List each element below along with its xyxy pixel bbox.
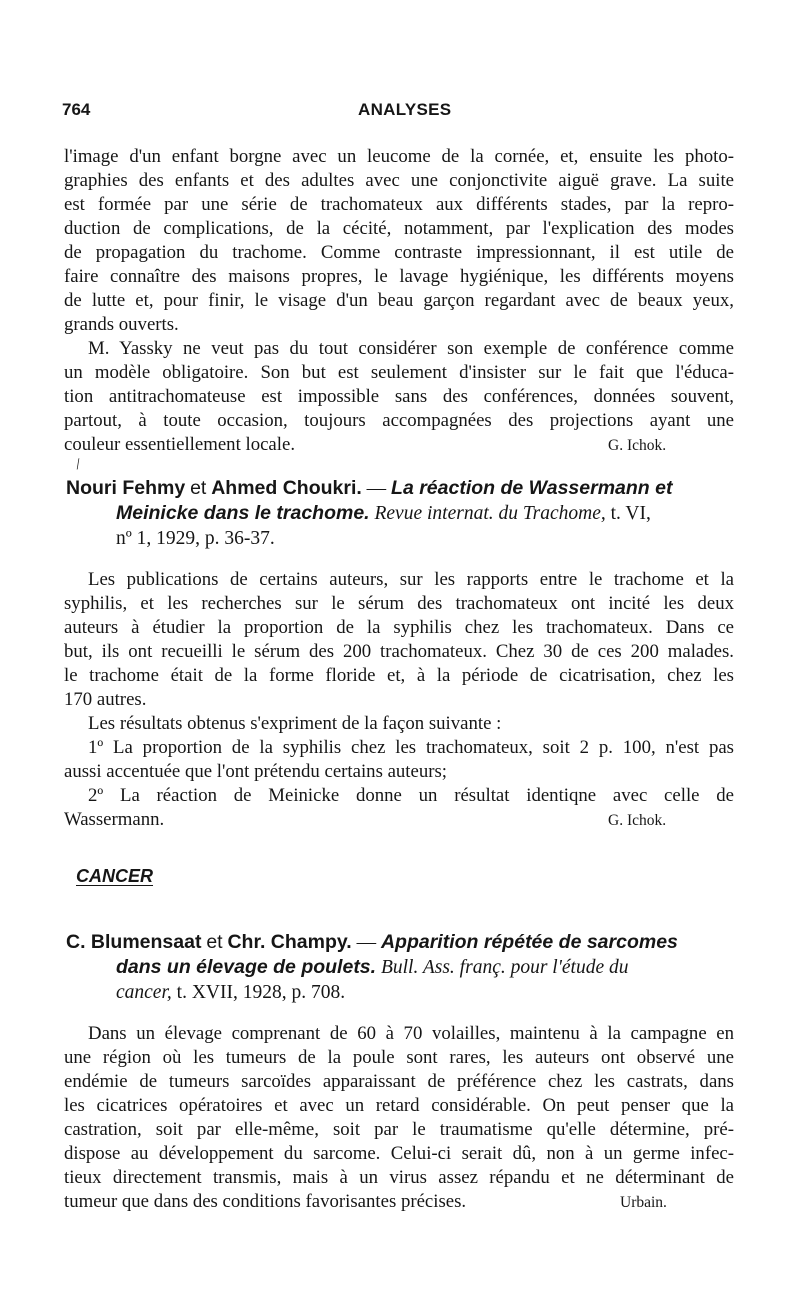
text-line: but, ils ont recueilli le sérum des 200 trachomateux. Chez 30 de ces 200 malades. <box>64 641 734 662</box>
article-authors: Chr. Champy. <box>227 931 352 953</box>
text-line: 2º La réaction de Meinicke donne un résultat identiqne avec celle de <box>88 785 734 806</box>
text-line: M. Yassky ne veut pas du tout considérer son exemple de conférence comme <box>88 338 734 359</box>
article-heading-line <box>66 476 672 501</box>
text-line: de propagation du trachome. Comme contraste impressionnant, il est utile de <box>64 242 734 263</box>
text-line: le trachome était de la forme floride et, à la période de cicatrisation, chez les <box>64 665 734 686</box>
text-line: Wassermann. <box>64 809 165 830</box>
signature: G. Ichok. <box>608 812 667 829</box>
text-line: faire connaître des maisons propres, le lavage hygiénique, les différents moyens <box>64 266 734 287</box>
article-title: La réaction de Wassermann et <box>391 477 673 499</box>
article-heading-line <box>116 501 651 526</box>
text-line: endémie de tumeurs sarcoïdes apparaissant de préférence chez les castrats, dans <box>64 1071 734 1092</box>
signature: G. Ichok. <box>608 437 667 454</box>
text-line: dispose au développement du sarcome. Celui-ci serait dû, non à un germe infec- <box>64 1143 734 1164</box>
stray-pen-mark: / <box>74 455 82 474</box>
article-heading-line <box>66 930 678 955</box>
text-line: tion antitrachomateuse est impossible sans des conférences, données souvent, <box>64 386 734 407</box>
text-line: l'image d'un enfant borgne avec un leucome de la cornée, et, ensuite les photo- <box>64 146 734 167</box>
text-line: duction de complications, de la cécité, notamment, par l'explication des modes <box>64 218 734 239</box>
article-title: dans un élevage de poulets. <box>116 956 377 978</box>
text-line: aussi accentuée que l'ont prétendu certains auteurs; <box>64 761 448 782</box>
text-line: tumeur que dans des conditions favorisantes précises. <box>64 1191 467 1212</box>
conjunction: et <box>190 477 207 499</box>
volume: t. VI, <box>610 503 651 524</box>
section-heading: CANCER <box>76 866 154 886</box>
journal-name: Revue internat. du Trachome, <box>374 503 606 524</box>
journal-name: Bull. Ass. franç. pour l'étude du <box>380 957 629 978</box>
page-header <box>62 100 742 126</box>
text-line: partout, à toute occasion, toujours accompagnées des projections ayant une <box>64 410 734 431</box>
text-line: syphilis, et les recherches sur le sérum des trachomateux ont incité les deux <box>64 593 734 614</box>
article-heading-line <box>116 980 345 1005</box>
text-line: les cicatrices opératoires et avec un retard considérable. On peut penser que la <box>64 1095 734 1116</box>
citation: nº 1, 1929, p. 36-37. <box>116 528 275 549</box>
running-head: ANALYSES <box>358 100 452 119</box>
text-line: couleur essentiellement locale. <box>64 434 296 455</box>
text-line: 170 autres. <box>64 689 147 710</box>
article-authors: Nouri Fehmy <box>66 477 186 499</box>
signature: Urbain. <box>620 1194 667 1211</box>
article-heading-line <box>116 955 629 980</box>
text-line: 1º La proportion de la syphilis chez les trachomateux, soit 2 p. 100, n'est pas <box>88 737 734 758</box>
article-authors: C. Blumensaat <box>66 931 202 953</box>
article-title: Meinicke dans le trachome. <box>116 502 370 524</box>
article-title: Apparition répétée de sarcomes <box>380 931 678 953</box>
article-authors: Ahmed Choukri. <box>211 477 362 499</box>
dash: — <box>351 932 381 953</box>
conjunction: et <box>206 931 223 953</box>
citation: t. XVII, 1928, p. 708. <box>176 982 346 1003</box>
text-line: est formée par une série de trachomateux aux différents stades, par la repro- <box>64 194 734 215</box>
journal-name: cancer, <box>116 982 172 1003</box>
text-line: de lutte et, pour finir, le visage d'un beau garçon regardant avec de beaux yeux, <box>64 290 734 311</box>
text-line: Dans un élevage comprenant de 60 à 70 volailles, maintenu à la campagne en <box>88 1023 734 1044</box>
text-line: auteurs à étudier la proportion de la syphilis chez les trachomateux. Dans ce <box>64 617 734 638</box>
text-line: Les résultats obtenus s'expriment de la façon suivante : <box>88 713 502 734</box>
text-line: graphies des enfants et des adultes avec une conjonctivite aiguë grave. La suite <box>64 170 734 191</box>
text-line: un modèle obligatoire. Son but est seulement d'insister sur le fait que l'éduca- <box>64 362 734 383</box>
text-line: castration, soit par elle-même, soit par le traumatisme qu'elle détermine, pré- <box>64 1119 734 1140</box>
text-line: grands ouverts. <box>64 314 179 335</box>
text-line: tieux directement transmis, mais à un virus assez répandu et ne déterminant de <box>64 1167 734 1188</box>
text-line: une région où les tumeurs de la poule sont rares, les auteurs ont observé une <box>64 1047 734 1068</box>
page-number: 764 <box>62 100 91 119</box>
dash: — <box>361 478 392 499</box>
text-line: Les publications de certains auteurs, sur les rapports entre le trachome et la <box>88 569 734 590</box>
